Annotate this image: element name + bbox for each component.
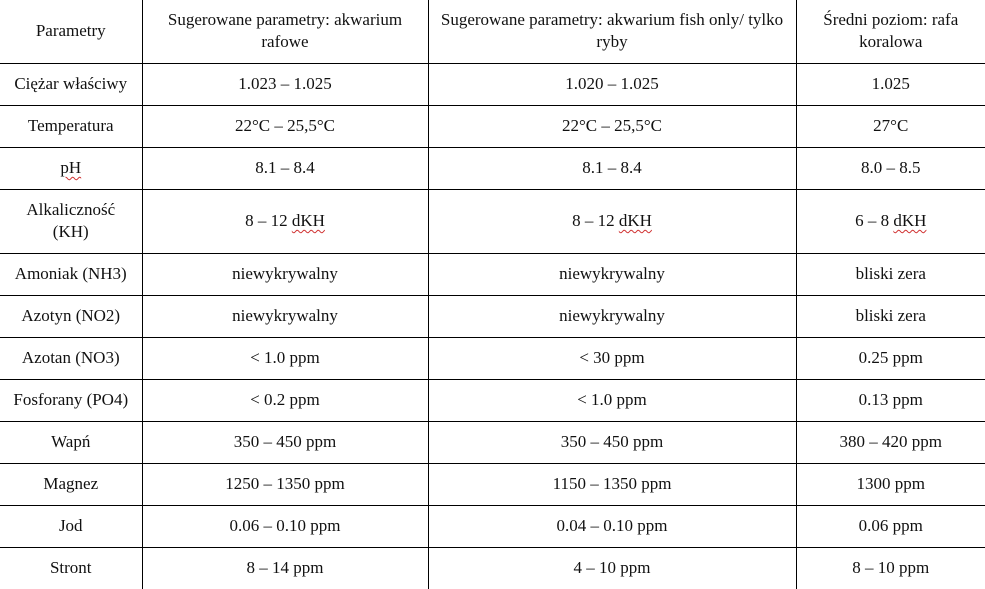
reef-value: < 0.2 ppm [142,379,428,421]
header-fish-only-aquarium: Sugerowane parametry: akwarium fish only/ tylko ryby [428,0,796,63]
table-row [0,63,985,105]
value-number: 8 – 12 [572,211,619,230]
table-row [0,147,985,189]
coral-reef-value: 8.0 – 8.5 [796,147,985,189]
fish-only-value: 22°C – 25,5°C [428,105,796,147]
param-name: Jod [0,505,142,547]
reef-value [142,189,428,253]
param-name-line1: Alkaliczność [26,200,116,219]
fish-only-value: niewykrywalny [428,253,796,295]
header-reef-aquarium: Sugerowane parametry: akwarium rafowe [142,0,428,63]
table-row [0,421,985,463]
table-row [0,253,985,295]
table-row [0,547,985,589]
coral-reef-value: 0.06 ppm [796,505,985,547]
reef-value: 0.06 – 0.10 ppm [142,505,428,547]
param-name: Azotyn (NO2) [0,295,142,337]
reef-value: niewykrywalny [142,253,428,295]
reef-value: 1250 – 1350 ppm [142,463,428,505]
spellcheck-flagged-text: dKH [291,211,325,230]
param-name: Ciężar właściwy [0,63,142,105]
fish-only-value: 1150 – 1350 ppm [428,463,796,505]
param-name [0,189,142,253]
param-name: Fosforany (PO4) [0,379,142,421]
table-row [0,505,985,547]
table-row [0,337,985,379]
param-name: Amoniak (NH3) [0,253,142,295]
reef-value: 350 – 450 ppm [142,421,428,463]
param-name: Temperatura [0,105,142,147]
fish-only-value: < 1.0 ppm [428,379,796,421]
coral-reef-value [796,189,985,253]
header-coral-reef-average: Średni poziom: rafa koralowa [796,0,985,63]
header-row [0,0,985,63]
coral-reef-value: bliski zera [796,295,985,337]
reef-value: < 1.0 ppm [142,337,428,379]
coral-reef-value: bliski zera [796,253,985,295]
table-row [0,463,985,505]
spellcheck-flagged-text: dKH [618,211,652,230]
coral-reef-value: 27°C [796,105,985,147]
fish-only-value [428,189,796,253]
coral-reef-value: 0.25 ppm [796,337,985,379]
reef-value: niewykrywalny [142,295,428,337]
param-name: Azotan (NO3) [0,337,142,379]
coral-reef-value: 8 – 10 ppm [796,547,985,589]
reef-value: 1.023 – 1.025 [142,63,428,105]
coral-reef-value: 1300 ppm [796,463,985,505]
reef-value: 22°C – 25,5°C [142,105,428,147]
fish-only-value: 8.1 – 8.4 [428,147,796,189]
spellcheck-flagged-text: pH [60,158,82,177]
param-name: Wapń [0,421,142,463]
coral-reef-value: 1.025 [796,63,985,105]
param-name: Magnez [0,463,142,505]
table-row [0,295,985,337]
fish-only-value: niewykrywalny [428,295,796,337]
table-row [0,105,985,147]
reef-value: 8 – 14 ppm [142,547,428,589]
fish-only-value: < 30 ppm [428,337,796,379]
coral-reef-value: 380 – 420 ppm [796,421,985,463]
fish-only-value: 4 – 10 ppm [428,547,796,589]
reef-value: 8.1 – 8.4 [142,147,428,189]
value-number: 8 – 12 [245,211,292,230]
value-number: 6 – 8 [855,211,894,230]
header-parameters: Parametry [0,0,142,63]
table-row [0,379,985,421]
fish-only-value: 1.020 – 1.025 [428,63,796,105]
param-name [0,147,142,189]
spellcheck-flagged-text: dKH [893,211,927,230]
param-name: Stront [0,547,142,589]
coral-reef-value: 0.13 ppm [796,379,985,421]
fish-only-value: 350 – 450 ppm [428,421,796,463]
table-row [0,189,985,253]
fish-only-value: 0.04 – 0.10 ppm [428,505,796,547]
param-name-line2: (KH) [52,222,89,241]
